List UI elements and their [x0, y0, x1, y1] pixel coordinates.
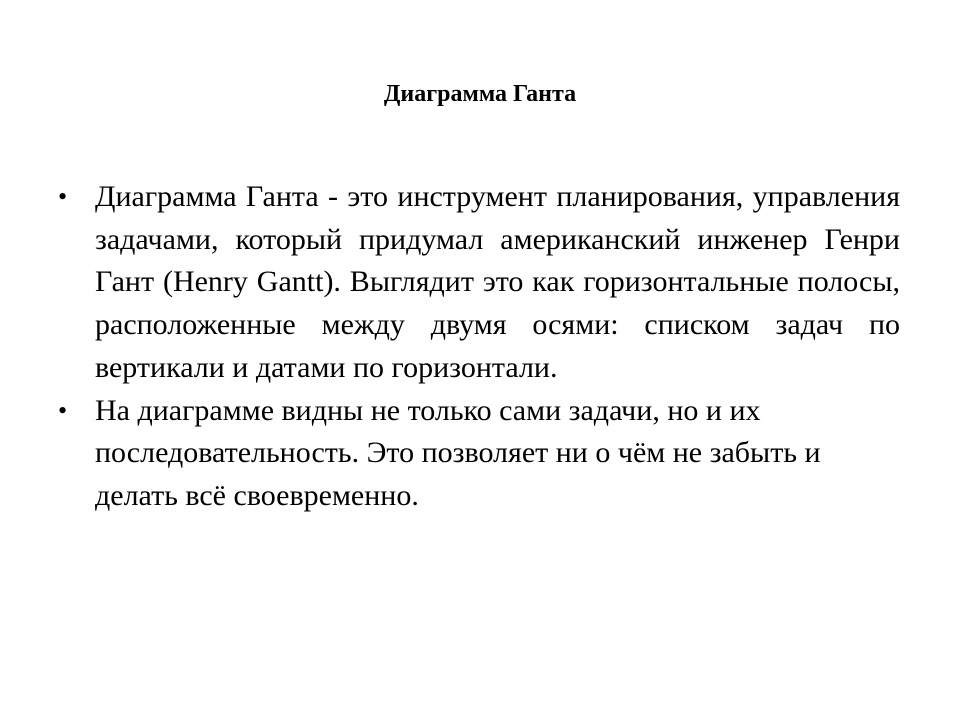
bullet-text: На диаграмме видны не только сами задачи, но и их последовательность. Это позволяет ни о чём не забыть и делать всё своевременно.	[95, 393, 821, 512]
slide-title: Диаграмма Ганта	[383, 81, 577, 107]
bullet-text: Диаграмма Ганта - это инструмент планирования, управления задачами, который придумал американский инженер Генри Гант (Henry Gantt). Выглядит это как горизонтальные полосы, расположенные между двумя осями: списком задач по вертикали и датами по горизонтали.	[95, 180, 900, 384]
bullet-item-definition	[58, 176, 900, 390]
bullet-list	[58, 176, 900, 518]
bullet-dot-icon: •	[58, 395, 68, 425]
bullet-dot-icon: •	[58, 182, 68, 211]
bullet-item-benefit	[58, 390, 900, 518]
